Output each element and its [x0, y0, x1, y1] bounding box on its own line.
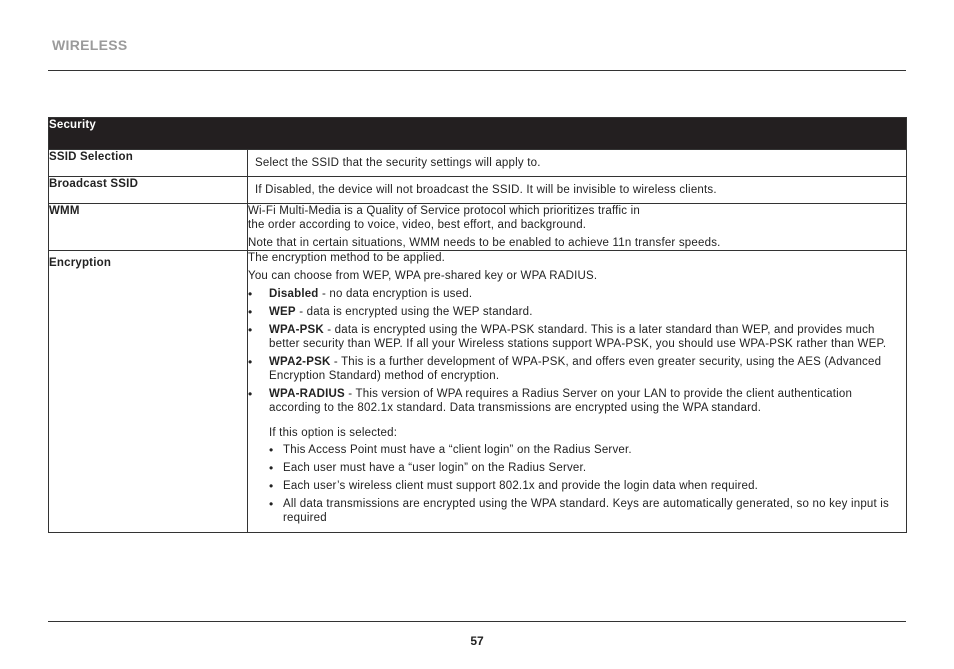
encryption-intro: The encryption method to be applied.	[248, 252, 446, 264]
list-item: • All data transmissions are encrypted using the WPA standard. Keys are automatically generated, so no key input is required	[269, 497, 906, 525]
table-row-ssid-selection	[49, 150, 907, 177]
list-item: • WEP - data is encrypted using the WEP standard.	[248, 305, 906, 319]
radius-requirements-list	[269, 443, 906, 525]
header-divider	[48, 70, 906, 71]
wmm-note: Note that in certain situations, WMM needs to be enabled to achieve 11n transfer speeds.	[248, 237, 721, 249]
footer-divider	[48, 621, 906, 622]
list-item: • WPA-PSK - data is encrypted using the WPA-PSK standard. This is a later standard than WEP, and provides much better security than WEP. If all your Wireless stations support WPA-PSK, you should use WPA-PSK rather than WEP.	[248, 323, 906, 351]
table-row-wmm	[49, 204, 907, 251]
row-description: Select the SSID that the security settings will apply to.	[248, 150, 907, 177]
row-label: Broadcast SSID	[49, 177, 248, 204]
list-item: • Disabled - no data encryption is used.	[248, 287, 906, 301]
row-description: If Disabled, the device will not broadcast the SSID. It will be invisible to wireless clients.	[248, 177, 907, 204]
row-description	[248, 204, 907, 251]
row-label: SSID Selection	[49, 150, 248, 177]
section-title: WIRELESS	[52, 37, 128, 53]
row-label: WMM	[49, 204, 248, 251]
table-row-encryption	[49, 251, 907, 533]
encryption-options-list	[248, 287, 906, 415]
security-settings-table	[48, 117, 907, 533]
list-item: • WPA2-PSK - This is a further development of WPA-PSK, and offers even greater security, using the AES (Advanced Encryption Standard) method of encryption.	[248, 355, 906, 383]
list-item: • Each user must have a “user login” on the Radius Server.	[269, 461, 906, 475]
encryption-choices: You can choose from WEP, WPA pre-shared key or WPA RADIUS.	[248, 270, 598, 282]
list-item: • This Access Point must have a “client login” on the Radius Server.	[269, 443, 906, 457]
wmm-description: Wi-Fi Multi-Media is a Quality of Service protocol which prioritizes traffic in the order according to voice, video, best effort, and background.	[248, 205, 641, 231]
row-description	[248, 251, 907, 533]
row-label: Encryption	[49, 251, 248, 533]
radius-intro: If this option is selected:	[269, 427, 398, 439]
table-header-row	[49, 118, 907, 150]
radius-requirements	[269, 426, 906, 525]
list-item: • Each user’s wireless client must support 802.1x and provide the login data when required.	[269, 479, 906, 493]
page-number: 57	[470, 634, 484, 648]
table-row-broadcast-ssid	[49, 177, 907, 204]
list-item: • WPA-RADIUS - This version of WPA requires a Radius Server on your LAN to provide the client authentication according to the 802.1x standard. Data transmissions are encrypted using the WPA standard.	[248, 387, 906, 415]
table-title: Security	[49, 118, 907, 150]
